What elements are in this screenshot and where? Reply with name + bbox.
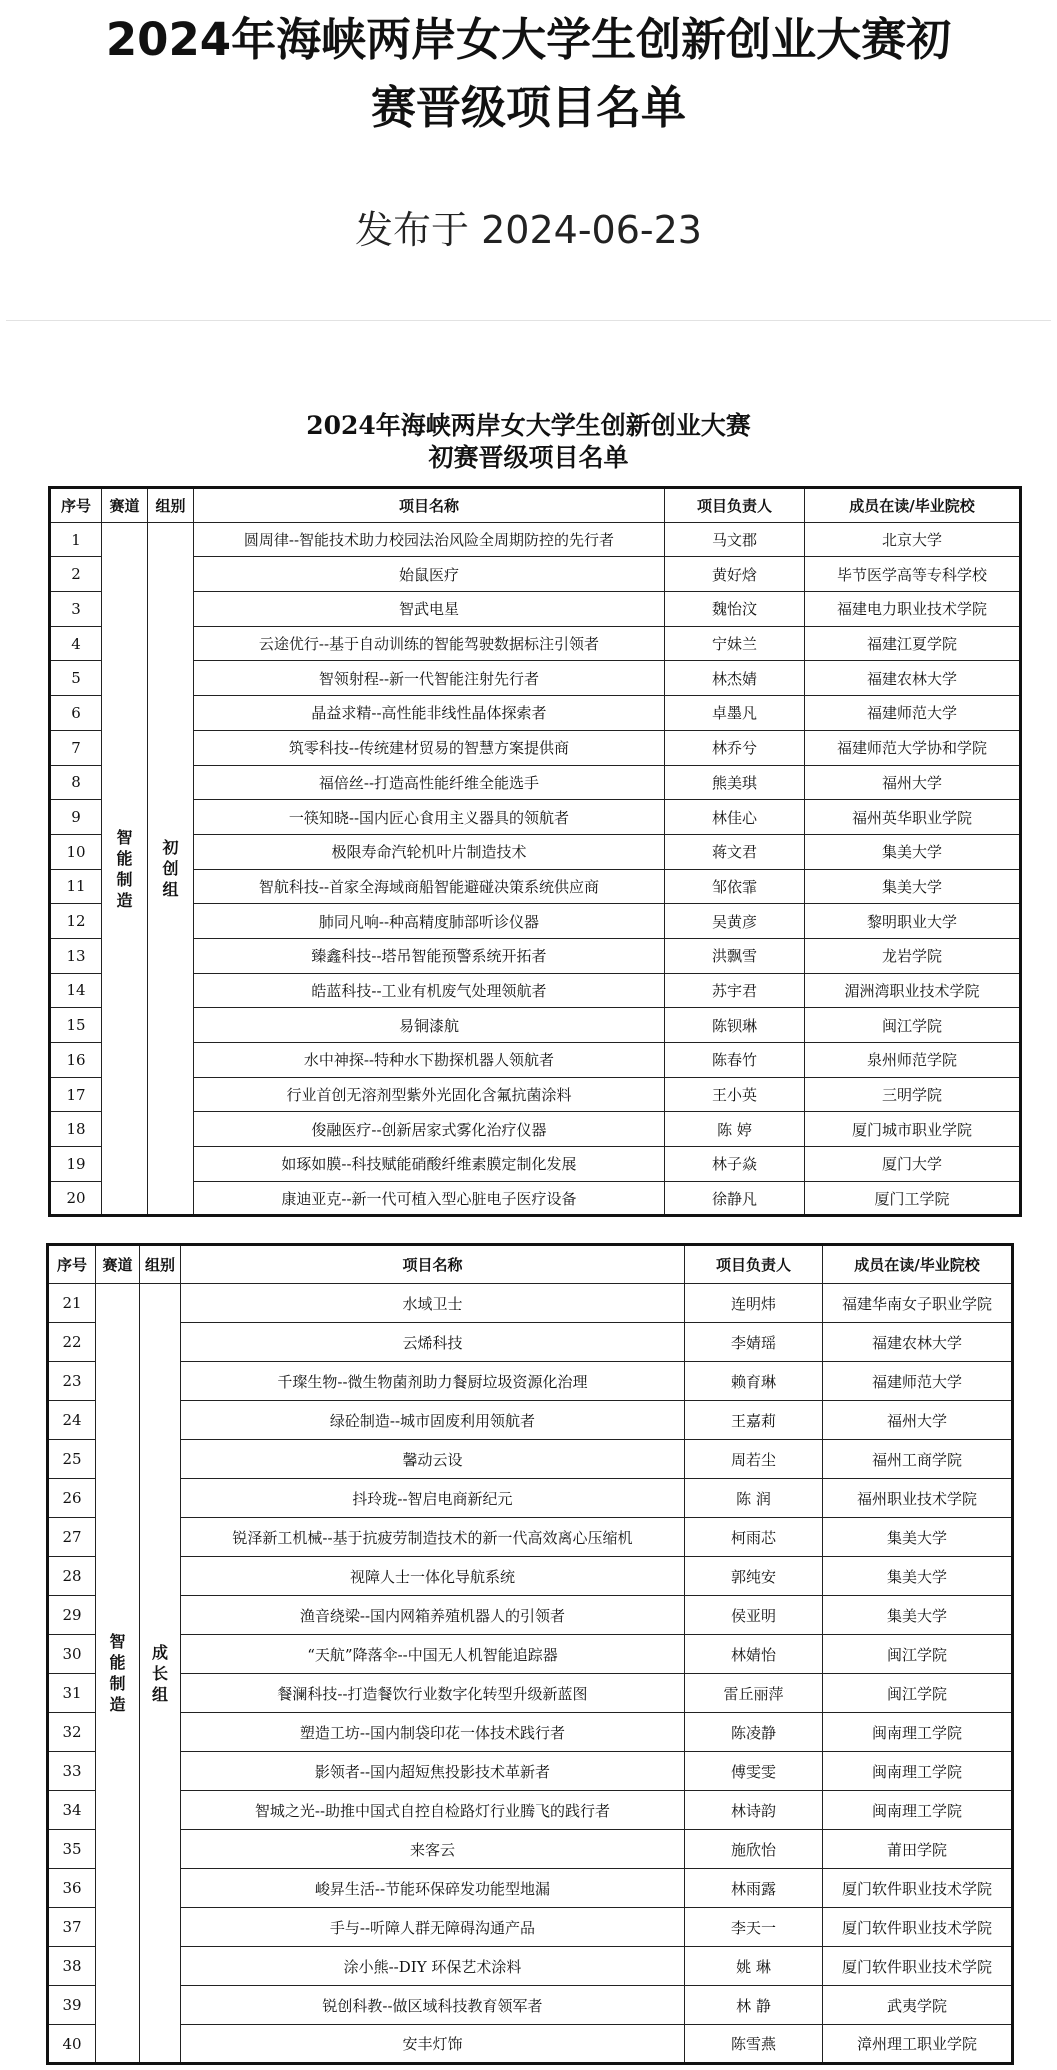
- cell-project: 晶益求精--高性能非线性晶体探索者: [194, 696, 665, 731]
- cell-no: 14: [50, 973, 102, 1008]
- cell-project: 圆周律--智能技术助力校园法治风险全周期防控的先行者: [194, 522, 665, 557]
- cell-leader: 雷丘丽萍: [685, 1674, 823, 1713]
- cell-no: 8: [50, 765, 102, 800]
- cell-leader: 蒋文君: [665, 834, 805, 869]
- cell-no: 40: [48, 2025, 96, 2064]
- cell-leader: 侯亚明: [685, 1596, 823, 1635]
- cell-school: 泉州师范学院: [805, 1043, 1021, 1078]
- track-char: 造: [116, 890, 133, 910]
- table-row: [50, 1043, 1021, 1078]
- cell-leader: 陈钡琳: [665, 1008, 805, 1043]
- cell-school: 厦门软件职业技术学院: [823, 1908, 1013, 1947]
- table-row: [50, 1008, 1021, 1043]
- cell-project: 行业首创无溶剂型紫外光固化含氟抗菌涂料: [194, 1077, 665, 1112]
- cell-leader: 魏怡汶: [665, 592, 805, 627]
- cell-leader: 林杰婧: [665, 661, 805, 696]
- table-row: [48, 1713, 1013, 1752]
- cell-group: [148, 522, 194, 1216]
- cell-project: 峻昇生活--节能环保碎发功能型地漏: [181, 1869, 685, 1908]
- cell-leader: 马文郡: [665, 522, 805, 557]
- table-row: [50, 696, 1021, 731]
- cell-project: “天航”降落伞--中国无人机智能追踪器: [181, 1635, 685, 1674]
- divider: [6, 320, 1051, 321]
- table-row: [50, 765, 1021, 800]
- cell-school: 福建江夏学院: [805, 626, 1021, 661]
- cell-no: 2: [50, 557, 102, 592]
- cell-no: 20: [50, 1181, 102, 1216]
- cell-project: 极限寿命汽轮机叶片制造技术: [194, 834, 665, 869]
- cell-project: 肺同凡响--种高精度肺部听诊仪器: [194, 904, 665, 939]
- cell-leader: 卓墨凡: [665, 696, 805, 731]
- cell-school: 闽江学院: [823, 1635, 1013, 1674]
- cell-no: 33: [48, 1752, 96, 1791]
- header-group: 组别: [140, 1245, 181, 1284]
- cell-school: 福州英华职业学院: [805, 800, 1021, 835]
- cell-school: 集美大学: [823, 1596, 1013, 1635]
- table-row: [48, 1362, 1013, 1401]
- cell-leader: 陈凌静: [685, 1713, 823, 1752]
- cell-leader: 林佳心: [665, 800, 805, 835]
- table-row: [50, 800, 1021, 835]
- cell-no: 26: [48, 1479, 96, 1518]
- cell-school: 闽南理工学院: [823, 1791, 1013, 1830]
- cell-no: 6: [50, 696, 102, 731]
- cell-project: 视障人士一体化导航系统: [181, 1557, 685, 1596]
- cell-school: 三明学院: [805, 1077, 1021, 1112]
- cell-school: 莆田学院: [823, 1830, 1013, 1869]
- cell-school: 闽南理工学院: [823, 1752, 1013, 1791]
- cell-track: [102, 522, 148, 1216]
- cell-no: 38: [48, 1947, 96, 1986]
- cell-no: 4: [50, 626, 102, 661]
- cell-leader: 施欣怡: [685, 1830, 823, 1869]
- cell-no: 37: [48, 1908, 96, 1947]
- cell-project: 水中神探--特种水下勘探机器人领航者: [194, 1043, 665, 1078]
- cell-school: 福建师范大学: [823, 1362, 1013, 1401]
- cell-no: 25: [48, 1440, 96, 1479]
- cell-school: 闽江学院: [805, 1008, 1021, 1043]
- cell-school: 厦门软件职业技术学院: [823, 1947, 1013, 1986]
- table-row: [48, 1947, 1013, 1986]
- cell-no: 3: [50, 592, 102, 627]
- table-row: [50, 904, 1021, 939]
- header-track: 赛道: [102, 488, 148, 523]
- table-row: [50, 661, 1021, 696]
- cell-project: 餐澜科技--打造餐饮行业数字化转型升级新蓝图: [181, 1674, 685, 1713]
- table-row: [50, 1181, 1021, 1216]
- article-title: [0, 6, 1057, 142]
- cell-leader: 陈 婷: [665, 1112, 805, 1147]
- cell-track: [96, 1284, 140, 2064]
- cell-leader: 林子焱: [665, 1147, 805, 1182]
- cell-leader: 连明炜: [685, 1284, 823, 1323]
- header-project: 项目名称: [194, 488, 665, 523]
- cell-leader: 王小英: [665, 1077, 805, 1112]
- cell-leader: 赖育琳: [685, 1362, 823, 1401]
- cell-school: 武夷学院: [823, 1986, 1013, 2025]
- cell-leader: 苏宇君: [665, 973, 805, 1008]
- cell-school: 毕节医学高等专科学校: [805, 557, 1021, 592]
- table-row: [48, 1596, 1013, 1635]
- cell-no: 27: [48, 1518, 96, 1557]
- cell-project: 影领者--国内超短焦投影技术革新者: [181, 1752, 685, 1791]
- cell-school: 厦门城市职业学院: [805, 1112, 1021, 1147]
- cell-school: 漳州理工职业学院: [823, 2025, 1013, 2064]
- group-char: 组: [162, 880, 179, 900]
- table-row: [48, 1752, 1013, 1791]
- group-char: 组: [151, 1684, 168, 1704]
- cell-no: 11: [50, 869, 102, 904]
- cell-no: 10: [50, 834, 102, 869]
- cell-group: [140, 1284, 181, 2064]
- cell-leader: 柯雨芯: [685, 1518, 823, 1557]
- document-title: [0, 410, 1057, 474]
- roster-body-1: [50, 522, 1021, 1216]
- cell-no: 12: [50, 904, 102, 939]
- table-row: [50, 973, 1021, 1008]
- cell-school: 厦门工学院: [805, 1181, 1021, 1216]
- cell-school: 闽南理工学院: [823, 1713, 1013, 1752]
- cell-school: 集美大学: [823, 1557, 1013, 1596]
- cell-school: 龙岩学院: [805, 938, 1021, 973]
- cell-school: 福州大学: [805, 765, 1021, 800]
- cell-school: 湄洲湾职业技术学院: [805, 973, 1021, 1008]
- group-char: 长: [151, 1663, 168, 1683]
- roster-body-2: [48, 1284, 1013, 2064]
- cell-no: 16: [50, 1043, 102, 1078]
- cell-project: 锐泽新工机械--基于抗疲劳制造技术的新一代高效离心压缩机: [181, 1518, 685, 1557]
- cell-project: 来客云: [181, 1830, 685, 1869]
- cell-project: 易铜漆航: [194, 1008, 665, 1043]
- cell-no: 39: [48, 1986, 96, 2025]
- table-row: [48, 1908, 1013, 1947]
- cell-project: 水域卫士: [181, 1284, 685, 1323]
- document-title-line1: 2024年海峡两岸女大学生创新创业大赛: [306, 411, 751, 440]
- table-row: [48, 1791, 1013, 1830]
- table-row: [50, 522, 1021, 557]
- table-row: [50, 938, 1021, 973]
- cell-leader: 陈春竹: [665, 1043, 805, 1078]
- cell-project: 智城之光--助推中国式自控自检路灯行业腾飞的践行者: [181, 1791, 685, 1830]
- cell-project: 手与--听障人群无障碍沟通产品: [181, 1908, 685, 1947]
- publish-date: 发布于 2024-06-23: [355, 208, 702, 252]
- cell-school: 闽江学院: [823, 1674, 1013, 1713]
- header-leader: 项目负责人: [685, 1245, 823, 1284]
- cell-school: 福建农林大学: [823, 1323, 1013, 1362]
- cell-no: 29: [48, 1596, 96, 1635]
- cell-project: 筑零科技--传统建材贸易的智慧方案提供商: [194, 730, 665, 765]
- table-row: [50, 1112, 1021, 1147]
- group-char: 创: [162, 859, 179, 879]
- table-row: [50, 834, 1021, 869]
- cell-school: 福建华南女子职业学院: [823, 1284, 1013, 1323]
- cell-leader: 傅雯雯: [685, 1752, 823, 1791]
- cell-school: 福州大学: [823, 1401, 1013, 1440]
- cell-school: 集美大学: [805, 834, 1021, 869]
- cell-leader: 林乔兮: [665, 730, 805, 765]
- cell-no: 18: [50, 1112, 102, 1147]
- header-group: 组别: [148, 488, 194, 523]
- header-row: [48, 1245, 1013, 1284]
- track-char: 能: [116, 848, 133, 868]
- table-row: [48, 1284, 1013, 1323]
- cell-no: 34: [48, 1791, 96, 1830]
- table-row: [50, 730, 1021, 765]
- cell-no: 23: [48, 1362, 96, 1401]
- cell-school: 福州工商学院: [823, 1440, 1013, 1479]
- cell-school: 福建师范大学协和学院: [805, 730, 1021, 765]
- cell-leader: 李婧瑶: [685, 1323, 823, 1362]
- header-row: [50, 488, 1021, 523]
- cell-school: 福建电力职业技术学院: [805, 592, 1021, 627]
- header-leader: 项目负责人: [665, 488, 805, 523]
- table-row: [48, 1479, 1013, 1518]
- cell-project: 锐创科教--做区域科技教育领军者: [181, 1986, 685, 2025]
- cell-leader: 姚 琳: [685, 1947, 823, 1986]
- article-title-line1: 2024年海峡两岸女大学生创新创业大赛初: [105, 13, 952, 66]
- cell-no: 15: [50, 1008, 102, 1043]
- cell-no: 32: [48, 1713, 96, 1752]
- cell-no: 17: [50, 1077, 102, 1112]
- header-project: 项目名称: [181, 1245, 685, 1284]
- cell-leader: 王嘉莉: [685, 1401, 823, 1440]
- table-row: [48, 1323, 1013, 1362]
- table-row: [48, 1986, 1013, 2025]
- cell-project: 绿砼制造--城市固废利用领航者: [181, 1401, 685, 1440]
- table-row: [48, 1440, 1013, 1479]
- cell-leader: 邹依霏: [665, 869, 805, 904]
- cell-project: 智航科技--首家全海域商船智能避碰决策系统供应商: [194, 869, 665, 904]
- cell-leader: 吴黄彦: [665, 904, 805, 939]
- table-row: [48, 1674, 1013, 1713]
- table-row: [50, 1077, 1021, 1112]
- table-row: [50, 557, 1021, 592]
- roster-table-1: [48, 486, 1022, 1217]
- table-row: [48, 1830, 1013, 1869]
- cell-no: 24: [48, 1401, 96, 1440]
- cell-no: 19: [50, 1147, 102, 1182]
- cell-leader: 林 静: [685, 1986, 823, 2025]
- track-char: 造: [109, 1695, 126, 1714]
- table-row: [48, 1557, 1013, 1596]
- cell-leader: 郭纯安: [685, 1557, 823, 1596]
- header-no: 序号: [50, 488, 102, 523]
- cell-project: 涂小熊--DIY 环保艺术涂料: [181, 1947, 685, 1986]
- cell-project: 云烯科技: [181, 1323, 685, 1362]
- cell-leader: 林雨露: [685, 1869, 823, 1908]
- header-school: 成员在读/毕业院校: [823, 1245, 1013, 1284]
- cell-project: 渔音绕梁--国内网箱养殖机器人的引领者: [181, 1596, 685, 1635]
- cell-project: 安丰灯饰: [181, 2025, 685, 2064]
- table-row: [48, 1869, 1013, 1908]
- table-row: [50, 592, 1021, 627]
- cell-school: 福建师范大学: [805, 696, 1021, 731]
- cell-leader: 黄好焓: [665, 557, 805, 592]
- track-char: 制: [116, 869, 133, 889]
- table-row: [48, 1635, 1013, 1674]
- cell-project: 福倍丝--打造高性能纤维全能选手: [194, 765, 665, 800]
- cell-school: 福州职业技术学院: [823, 1479, 1013, 1518]
- roster-table-2: [46, 1243, 1014, 2065]
- cell-no: 31: [48, 1674, 96, 1713]
- cell-leader: 林诗韵: [685, 1791, 823, 1830]
- cell-leader: 宁妹兰: [665, 626, 805, 661]
- table-row: [48, 1518, 1013, 1557]
- table-row: [48, 2025, 1013, 2064]
- cell-no: 22: [48, 1323, 96, 1362]
- header-school: 成员在读/毕业院校: [805, 488, 1021, 523]
- cell-no: 21: [48, 1284, 96, 1323]
- cell-project: 皓蓝科技--工业有机废气处理领航者: [194, 973, 665, 1008]
- table-row: [50, 1147, 1021, 1182]
- header-track: 赛道: [96, 1245, 140, 1284]
- cell-project: 抖玲珑--智启电商新纪元: [181, 1479, 685, 1518]
- cell-no: 36: [48, 1869, 96, 1908]
- cell-no: 35: [48, 1830, 96, 1869]
- cell-project: 智武电星: [194, 592, 665, 627]
- cell-project: 如琢如膜--科技赋能硝酸纤维素膜定制化发展: [194, 1147, 665, 1182]
- track-char: 智: [116, 827, 133, 847]
- cell-project: 智领射程--新一代智能注射先行者: [194, 661, 665, 696]
- cell-no: 5: [50, 661, 102, 696]
- cell-project: 康迪亚克--新一代可植入型心脏电子医疗设备: [194, 1181, 665, 1216]
- cell-no: 30: [48, 1635, 96, 1674]
- cell-no: 9: [50, 800, 102, 835]
- cell-school: 北京大学: [805, 522, 1021, 557]
- cell-leader: 洪飘雪: [665, 938, 805, 973]
- cell-project: 塑造工坊--国内制袋印花一体技术践行者: [181, 1713, 685, 1752]
- table-row: [48, 1401, 1013, 1440]
- cell-project: 俊融医疗--创新居家式雾化治疗仪器: [194, 1112, 665, 1147]
- cell-leader: 熊美琪: [665, 765, 805, 800]
- cell-school: 厦门大学: [805, 1147, 1021, 1182]
- cell-leader: 陈 润: [685, 1479, 823, 1518]
- cell-leader: 徐静凡: [665, 1181, 805, 1216]
- cell-project: 千璨生物--微生物菌剂助力餐厨垃圾资源化治理: [181, 1362, 685, 1401]
- cell-no: 28: [48, 1557, 96, 1596]
- group-char: 成: [151, 1642, 168, 1662]
- cell-school: 黎明职业大学: [805, 904, 1021, 939]
- cell-no: 1: [50, 522, 102, 557]
- cell-school: 厦门软件职业技术学院: [823, 1869, 1013, 1908]
- track-char: 制: [109, 1674, 126, 1693]
- article-title-line2: 赛晋级项目名单: [370, 81, 686, 134]
- cell-project: 臻鑫科技--塔吊智能预警系统开拓者: [194, 938, 665, 973]
- cell-project: 云途优行--基于自动训练的智能驾驶数据标注引领者: [194, 626, 665, 661]
- document-title-line2: 初赛晋级项目名单: [428, 443, 629, 472]
- cell-school: 集美大学: [823, 1518, 1013, 1557]
- cell-leader: 周若尘: [685, 1440, 823, 1479]
- group-char: 初: [162, 838, 179, 858]
- header-no: 序号: [48, 1245, 96, 1284]
- cell-school: 集美大学: [805, 869, 1021, 904]
- cell-project: 一筷知晓--国内匠心食用主义器具的领航者: [194, 800, 665, 835]
- cell-no: 13: [50, 938, 102, 973]
- cell-leader: 李天一: [685, 1908, 823, 1947]
- table-row: [50, 626, 1021, 661]
- cell-school: 福建农林大学: [805, 661, 1021, 696]
- cell-project: 馨动云设: [181, 1440, 685, 1479]
- cell-no: 7: [50, 730, 102, 765]
- table-row: [50, 869, 1021, 904]
- cell-leader: 陈雪燕: [685, 2025, 823, 2064]
- track-char: 智: [109, 1632, 126, 1651]
- cell-project: 始鼠医疗: [194, 557, 665, 592]
- track-char: 能: [109, 1653, 126, 1672]
- cell-leader: 林婧怡: [685, 1635, 823, 1674]
